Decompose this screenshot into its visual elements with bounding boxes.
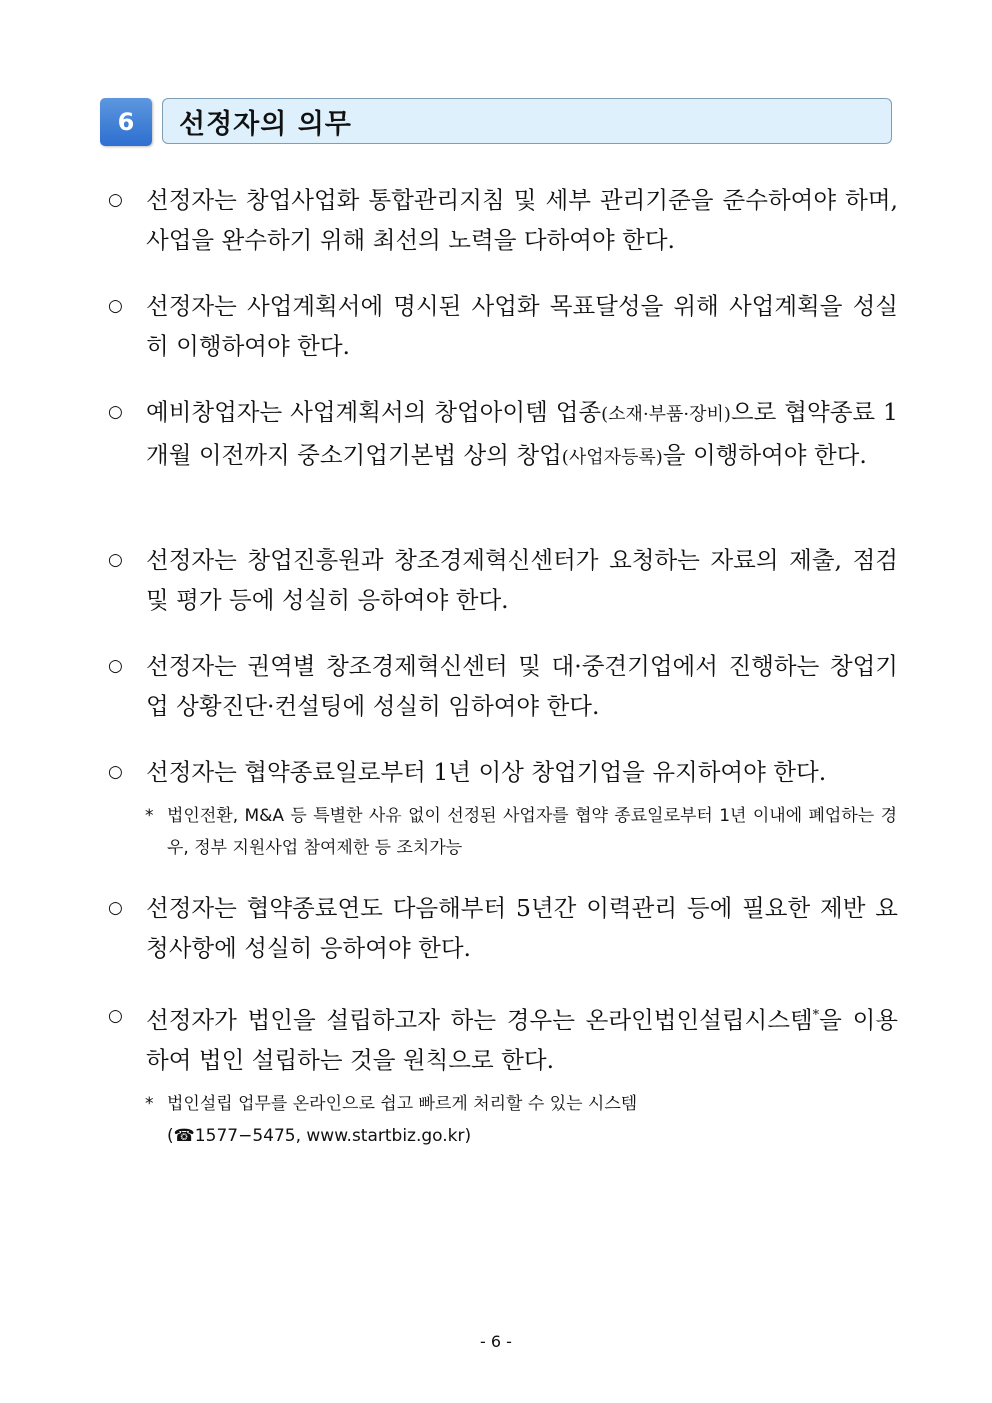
- bullet-icon: ○: [108, 296, 123, 316]
- page-number: - 6 -: [480, 1332, 512, 1351]
- section-title: 선정자의 의무: [162, 98, 892, 144]
- footnote: [145, 1088, 897, 1152]
- bullet-icon: ○: [108, 898, 123, 918]
- list-item: [108, 540, 898, 620]
- asterisk-icon: *: [145, 806, 154, 826]
- item-text: 선정자는 창업진흥원과 창조경제혁신센터가 요청하는 자료의 제출, 점검 및 평가 등에 성실히 응하여야 한다.: [146, 546, 898, 614]
- list-item: [108, 392, 898, 478]
- item-text: 선정자가 법인을 설립하고자 하는 경우는 온라인법인설립시스템*을 이용하여 법인 설립하는 것을 원칙으로 한다.: [146, 1005, 899, 1074]
- list-item: [108, 180, 898, 260]
- bullet-icon: ○: [108, 190, 123, 210]
- item-text: 선정자는 창업사업화 통합관리지침 및 세부 관리기준을 준수하여야 하며, 사업을 완수하기 위해 최선의 노력을 다하여야 한다.: [146, 186, 898, 254]
- list-item: [108, 996, 898, 1080]
- list-item: [108, 752, 898, 792]
- item-text: 선정자는 권역별 창조경제혁신센터 및 대·중견기업에서 진행하는 창업기업 상황진단·컨설팅에 성실히 임하여야 한다.: [146, 652, 898, 720]
- item-text: 선정자는 사업계획서에 명시된 사업화 목표달성을 위해 사업계획을 성실히 이행하여야 한다.: [146, 292, 898, 360]
- footnote-text: 법인설립 업무를 온라인으로 쉽고 빠르게 처리할 수 있는 시스템 (☎1577−5475, www.startbiz.go.kr): [167, 1094, 638, 1146]
- section-number: 6: [100, 98, 152, 146]
- item-text: 선정자는 협약종료일로부터 1년 이상 창업기업을 유지하여야 한다.: [146, 758, 827, 786]
- list-item: [108, 286, 898, 366]
- footnote: [145, 800, 897, 864]
- list-item: [108, 646, 898, 726]
- bullet-icon: ○: [108, 550, 123, 570]
- list-item: [108, 888, 898, 968]
- item-text: 선정자는 협약종료연도 다음해부터 5년간 이력관리 등에 필요한 제반 요청사항에 성실히 응하여야 한다.: [146, 894, 898, 962]
- bullet-icon: ○: [108, 1006, 123, 1026]
- bullet-icon: ○: [108, 656, 123, 676]
- section-header: [100, 98, 894, 146]
- footnote-text: 법인전환, M&A 등 특별한 사유 없이 선정된 사업자를 협약 종료일로부터 1년 이내에 폐업하는 경우, 정부 지원사업 참여제한 등 조치가능: [167, 806, 897, 858]
- bullet-icon: ○: [108, 402, 123, 422]
- bullet-icon: ○: [108, 762, 123, 782]
- asterisk-icon: *: [145, 1094, 154, 1114]
- item-text: 예비창업자는 사업계획서의 창업아이템 업종(소재·부품·장비)으로 협약종료 1개월 이전까지 중소기업기본법 상의 창업(사업자등록)을 이행하여야 한다.: [146, 398, 898, 469]
